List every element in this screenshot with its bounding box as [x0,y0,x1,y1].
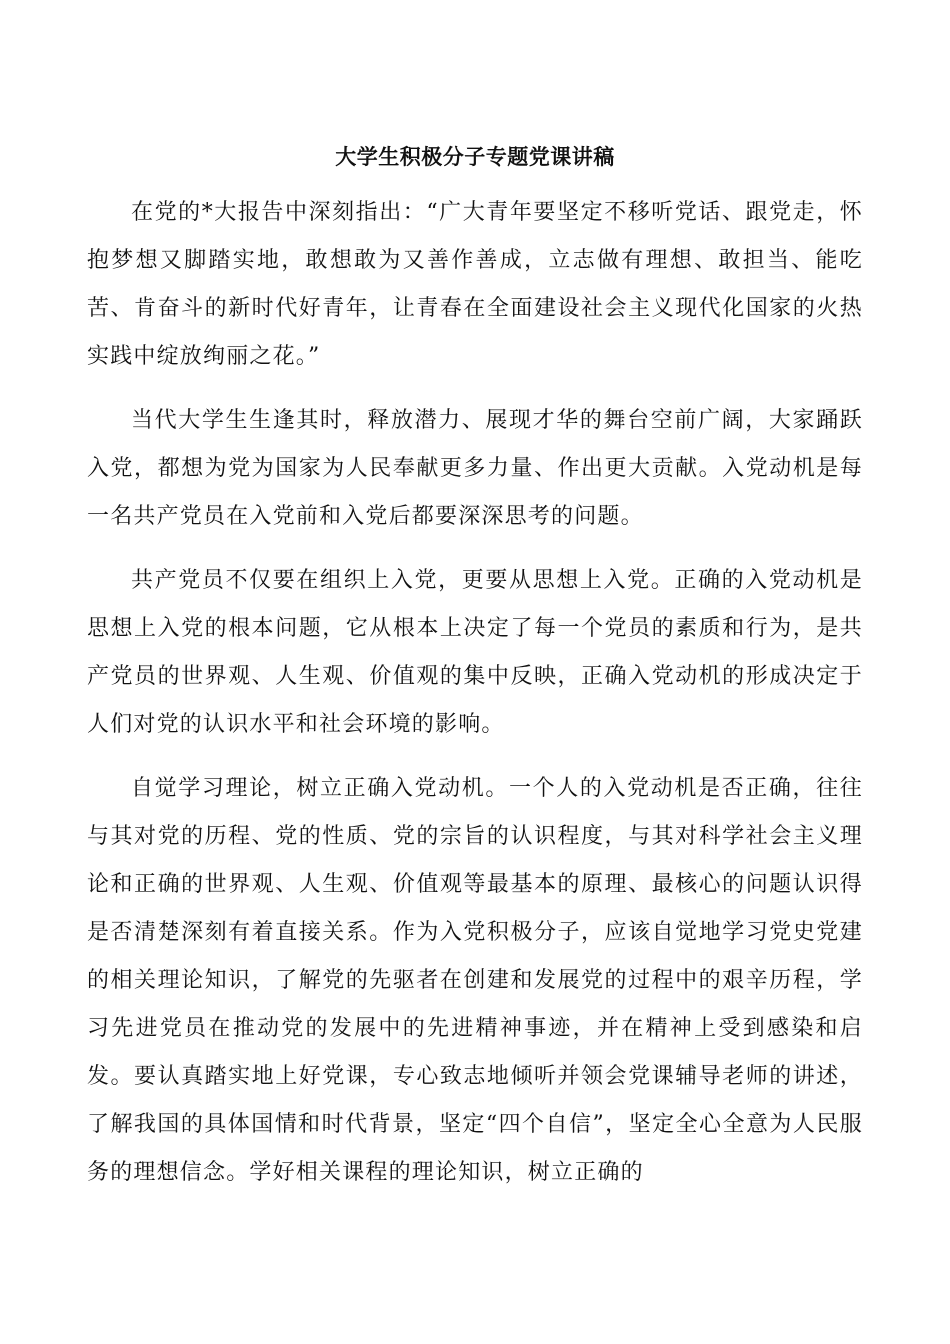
paragraph-2: 当代大学生生逢其时，释放潜力、展现才华的舞台空前广阔，大家踊跃入党，都想为党为国家为人民奉献更多力量、作出更大贡献。入党动机是每一名共产党员在入党前和入党后都要深深思考的问题。 [87,408,863,529]
paragraph-4: 自觉学习理论，树立正确入党动机。一个人的入党动机是否正确，往往与其对党的历程、党的性质、党的宗旨的认识程度，与其对科学社会主义理论和正确的世界观、人生观、价值观等最基本的原理、最核心的问题认识得是否清楚深刻有着直接关系。作为入党积极分子，应该自觉地学习党史党建的相关理论知识，了解党的先驱者在创建和发展党的过程中的艰辛历程，学习先进党员在推动党的发展中的先进精神事迹，并在精神上受到感染和启发。要认真踏实地上好党课，专心致志地倾听并领会党课辅导老师的讲述，了解我国的具体国情和时代背景，坚定“四个自信”，坚定全心全意为人民服务的理想信念。学好相关课程的理论知识，树立正确的 [87,776,863,1185]
document-body [87,189,863,1213]
paragraph-1: 在党的*大报告中深刻指出：“广大青年要坚定不移听党话、跟党走，怀抱梦想又脚踏实地，敢想敢为又善作善成，立志做有理想、敢担当、能吃苦、肯奋斗的新时代好青年，让青春在全面建设社会主义现代化国家的火热实践中绽放绚丽之花。” [87,200,863,369]
document-title: 大学生积极分子专题党课讲稿 [335,144,615,169]
paragraph-3: 共产党员不仅要在组织上入党，更要从思想上入党。正确的入党动机是思想上入党的根本问题，它从根本上决定了每一个党员的素质和行为，是共产党员的世界观、人生观、价值观的集中反映，正确入党动机的形成决定于人们对党的认识水平和社会环境的影响。 [87,568,863,737]
